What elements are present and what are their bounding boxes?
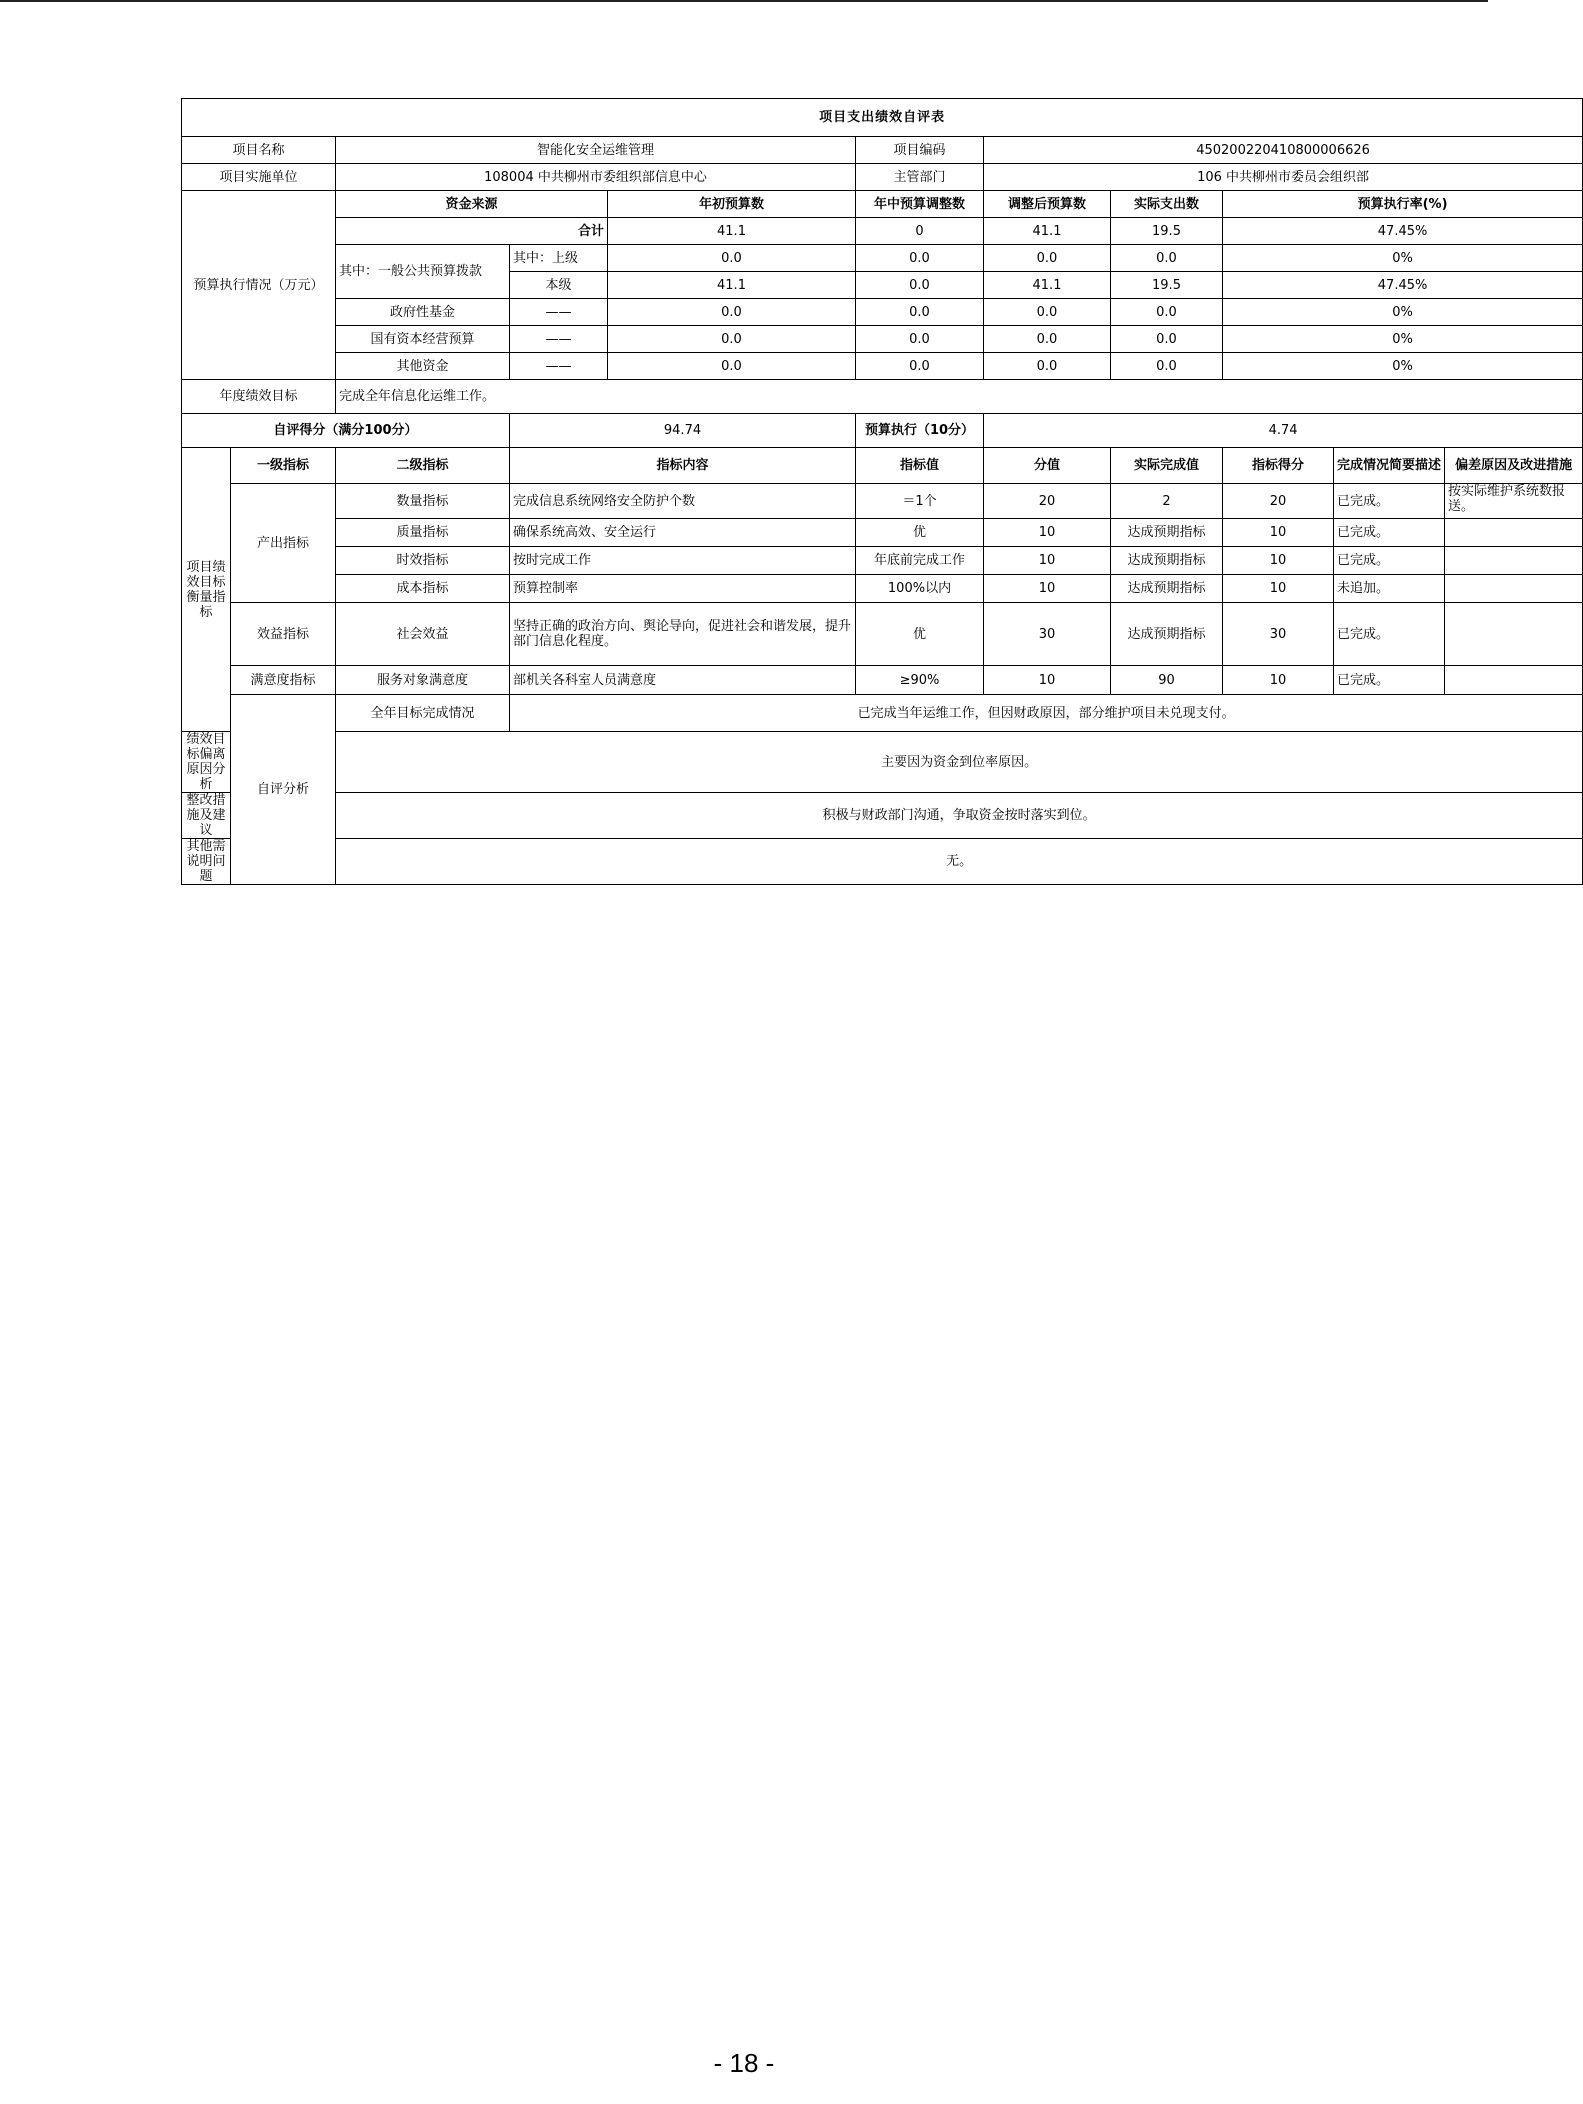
header-score: 分值 — [984, 448, 1111, 484]
budget-exec-score-label: 预算执行（10分） — [856, 414, 984, 448]
indicator-level2: 社会效益 — [336, 603, 510, 666]
analysis-text: 已完成当年运维工作，但因财政原因，部分维护项目未兑现支付。 — [510, 695, 1583, 732]
other-fund-label: 其他资金 — [336, 353, 510, 380]
self-score-value: 94.74 — [510, 414, 856, 448]
performance-evaluation-form — [181, 98, 1573, 885]
upper-adjust: 0.0 — [856, 245, 984, 272]
header-mid-adjust: 年中预算调整数 — [856, 191, 984, 218]
analysis-row — [182, 732, 1583, 793]
local-label: 本级 — [510, 272, 608, 299]
header-deviation-reason: 偏差原因及改进措施 — [1445, 448, 1583, 484]
indicator-level2: 时效指标 — [336, 547, 510, 575]
indicator-target: 100%以内 — [856, 575, 984, 603]
header-fund-source: 资金来源 — [336, 191, 608, 218]
indicator-content: 按时完成工作 — [510, 547, 856, 575]
other-fund-actual: 0.0 — [1111, 353, 1223, 380]
header-completion-desc: 完成情况简要描述 — [1334, 448, 1445, 484]
supervising-dept-label: 主管部门 — [856, 164, 984, 191]
state-capital-dash: —— — [510, 326, 608, 353]
indicator-level2: 质量指标 — [336, 519, 510, 547]
indicator-row — [182, 603, 1583, 666]
indicator-desc: 已完成。 — [1334, 519, 1445, 547]
state-capital-actual: 0.0 — [1111, 326, 1223, 353]
gov-fund-initial: 0.0 — [608, 299, 856, 326]
gov-fund-actual: 0.0 — [1111, 299, 1223, 326]
state-capital-initial: 0.0 — [608, 326, 856, 353]
indicator-score: 10 — [984, 519, 1111, 547]
indicator-actual: 90 — [1111, 666, 1223, 695]
analysis-text: 无。 — [336, 839, 1583, 885]
indicator-actual: 达成预期指标 — [1111, 519, 1223, 547]
header-content: 指标内容 — [510, 448, 856, 484]
analysis-text: 主要因为资金到位率原因。 — [336, 732, 1583, 793]
gov-fund-rate: 0% — [1223, 299, 1583, 326]
benefit-indicator-label: 效益指标 — [231, 603, 336, 666]
analysis-row — [182, 695, 1583, 732]
indicator-target: ≥90% — [856, 666, 984, 695]
indicator-points: 10 — [1223, 519, 1334, 547]
output-indicator-label: 产出指标 — [231, 484, 336, 603]
other-fund-adjust: 0.0 — [856, 353, 984, 380]
total-actual: 19.5 — [1111, 218, 1223, 245]
budget-row-upper — [182, 245, 1583, 272]
indicator-target: 优 — [856, 519, 984, 547]
gov-fund-adjust: 0.0 — [856, 299, 984, 326]
total-initial: 41.1 — [608, 218, 856, 245]
budget-row-gov-fund — [182, 299, 1583, 326]
state-capital-label: 国有资本经营预算 — [336, 326, 510, 353]
local-adjust: 0.0 — [856, 272, 984, 299]
upper-rate: 0% — [1223, 245, 1583, 272]
analysis-section-label: 自评分析 — [231, 695, 336, 885]
indicator-reason — [1445, 547, 1583, 575]
gov-fund-adjusted: 0.0 — [984, 299, 1111, 326]
total-adjust: 0 — [856, 218, 984, 245]
analysis-row — [182, 793, 1583, 839]
implementing-unit-label: 项目实施单位 — [182, 164, 336, 191]
indicator-target: 年底前完成工作 — [856, 547, 984, 575]
other-fund-initial: 0.0 — [608, 353, 856, 380]
analysis-label: 绩效目标偏离原因分析 — [182, 732, 231, 793]
indicator-points: 30 — [1223, 603, 1334, 666]
page-number: - 18 - — [713, 2048, 775, 2078]
other-fund-adjusted: 0.0 — [984, 353, 1111, 380]
total-label: 合计 — [336, 218, 608, 245]
indicator-row — [182, 519, 1583, 547]
upper-label: 其中：上级 — [510, 245, 608, 272]
upper-initial: 0.0 — [608, 245, 856, 272]
project-code-label: 项目编码 — [856, 137, 984, 164]
header-actual-value: 实际完成值 — [1111, 448, 1223, 484]
indicator-desc: 已完成。 — [1334, 603, 1445, 666]
budget-exec-score-value: 4.74 — [984, 414, 1583, 448]
indicator-level2: 服务对象满意度 — [336, 666, 510, 695]
supervising-dept: 106 中共柳州市委员会组织部 — [984, 164, 1583, 191]
local-rate: 47.45% — [1223, 272, 1583, 299]
header-target-value: 指标值 — [856, 448, 984, 484]
indicator-actual: 达成预期指标 — [1111, 603, 1223, 666]
general-budget-label: 其中：一般公共预算拨款 — [336, 245, 510, 299]
top-border-line — [0, 0, 1488, 2]
state-capital-adjusted: 0.0 — [984, 326, 1111, 353]
upper-adjusted: 0.0 — [984, 245, 1111, 272]
indicator-score: 10 — [984, 575, 1111, 603]
other-fund-dash: —— — [510, 353, 608, 380]
implementing-unit: 108004 中共柳州市委组织部信息中心 — [336, 164, 856, 191]
local-adjusted: 41.1 — [984, 272, 1111, 299]
indicator-content: 完成信息系统网络安全防护个数 — [510, 484, 856, 519]
upper-actual: 0.0 — [1111, 245, 1223, 272]
indicator-content: 坚持正确的政治方向、舆论导向，促进社会和谐发展，提升部门信息化程度。 — [510, 603, 856, 666]
budget-row-total — [182, 218, 1583, 245]
analysis-label: 整改措施及建议 — [182, 793, 231, 839]
indicator-score: 10 — [984, 547, 1111, 575]
indicator-score: 30 — [984, 603, 1111, 666]
total-rate: 47.45% — [1223, 218, 1583, 245]
indicator-actual: 达成预期指标 — [1111, 575, 1223, 603]
other-fund-rate: 0% — [1223, 353, 1583, 380]
budget-row-other — [182, 353, 1583, 380]
analysis-label: 其他需说明问题 — [182, 839, 231, 885]
header-level1: 一级指标 — [231, 448, 336, 484]
indicator-score: 20 — [984, 484, 1111, 519]
indicator-points: 10 — [1223, 575, 1334, 603]
local-initial: 41.1 — [608, 272, 856, 299]
header-points: 指标得分 — [1223, 448, 1334, 484]
indicator-desc: 未追加。 — [1334, 575, 1445, 603]
indicator-score: 10 — [984, 666, 1111, 695]
indicator-reason — [1445, 603, 1583, 666]
indicator-content: 确保系统高效、安全运行 — [510, 519, 856, 547]
indicator-points: 20 — [1223, 484, 1334, 519]
indicator-level2: 成本指标 — [336, 575, 510, 603]
indicator-target: ＝1个 — [856, 484, 984, 519]
budget-section-label: 预算执行情况（万元） — [182, 191, 336, 380]
header-actual-spend: 实际支出数 — [1111, 191, 1223, 218]
indicator-content: 预算控制率 — [510, 575, 856, 603]
evaluation-table — [181, 98, 1583, 885]
annual-goal-text: 完成全年信息化运维工作。 — [336, 380, 1583, 414]
self-score-label: 自评得分（满分100分） — [182, 414, 510, 448]
gov-fund-dash: —— — [510, 299, 608, 326]
header-execution-rate: 预算执行率(%) — [1223, 191, 1583, 218]
header-level2: 二级指标 — [336, 448, 510, 484]
project-name: 智能化安全运维管理 — [336, 137, 856, 164]
total-adjusted: 41.1 — [984, 218, 1111, 245]
state-capital-rate: 0% — [1223, 326, 1583, 353]
indicator-actual: 2 — [1111, 484, 1223, 519]
indicator-content: 部机关各科室人员满意度 — [510, 666, 856, 695]
gov-fund-label: 政府性基金 — [336, 299, 510, 326]
indicators-section-label: 项目绩效目标衡量指标 — [182, 448, 231, 732]
indicator-level2: 数量指标 — [336, 484, 510, 519]
indicator-row — [182, 666, 1583, 695]
budget-row-state-capital — [182, 326, 1583, 353]
form-title: 项目支出绩效自评表 — [182, 99, 1583, 137]
satisfaction-indicator-label: 满意度指标 — [231, 666, 336, 695]
indicator-target: 优 — [856, 603, 984, 666]
indicator-row — [182, 484, 1583, 519]
analysis-label: 全年目标完成情况 — [336, 695, 510, 732]
indicator-desc: 已完成。 — [1334, 547, 1445, 575]
indicator-row — [182, 547, 1583, 575]
indicator-reason: 按实际维护系统数报送。 — [1445, 484, 1583, 519]
project-name-label: 项目名称 — [182, 137, 336, 164]
annual-goal-label: 年度绩效目标 — [182, 380, 336, 414]
indicator-points: 10 — [1223, 547, 1334, 575]
header-adjusted-budget: 调整后预算数 — [984, 191, 1111, 218]
indicator-row — [182, 575, 1583, 603]
project-code: 450200220410800006626 — [984, 137, 1583, 164]
state-capital-adjust: 0.0 — [856, 326, 984, 353]
indicator-reason — [1445, 519, 1583, 547]
indicator-points: 10 — [1223, 666, 1334, 695]
header-initial-budget: 年初预算数 — [608, 191, 856, 218]
indicator-actual: 达成预期指标 — [1111, 547, 1223, 575]
indicator-desc: 已完成。 — [1334, 666, 1445, 695]
indicator-reason — [1445, 575, 1583, 603]
analysis-row — [182, 839, 1583, 885]
analysis-text: 积极与财政部门沟通，争取资金按时落实到位。 — [336, 793, 1583, 839]
indicator-reason — [1445, 666, 1583, 695]
indicator-desc: 已完成。 — [1334, 484, 1445, 519]
local-actual: 19.5 — [1111, 272, 1223, 299]
